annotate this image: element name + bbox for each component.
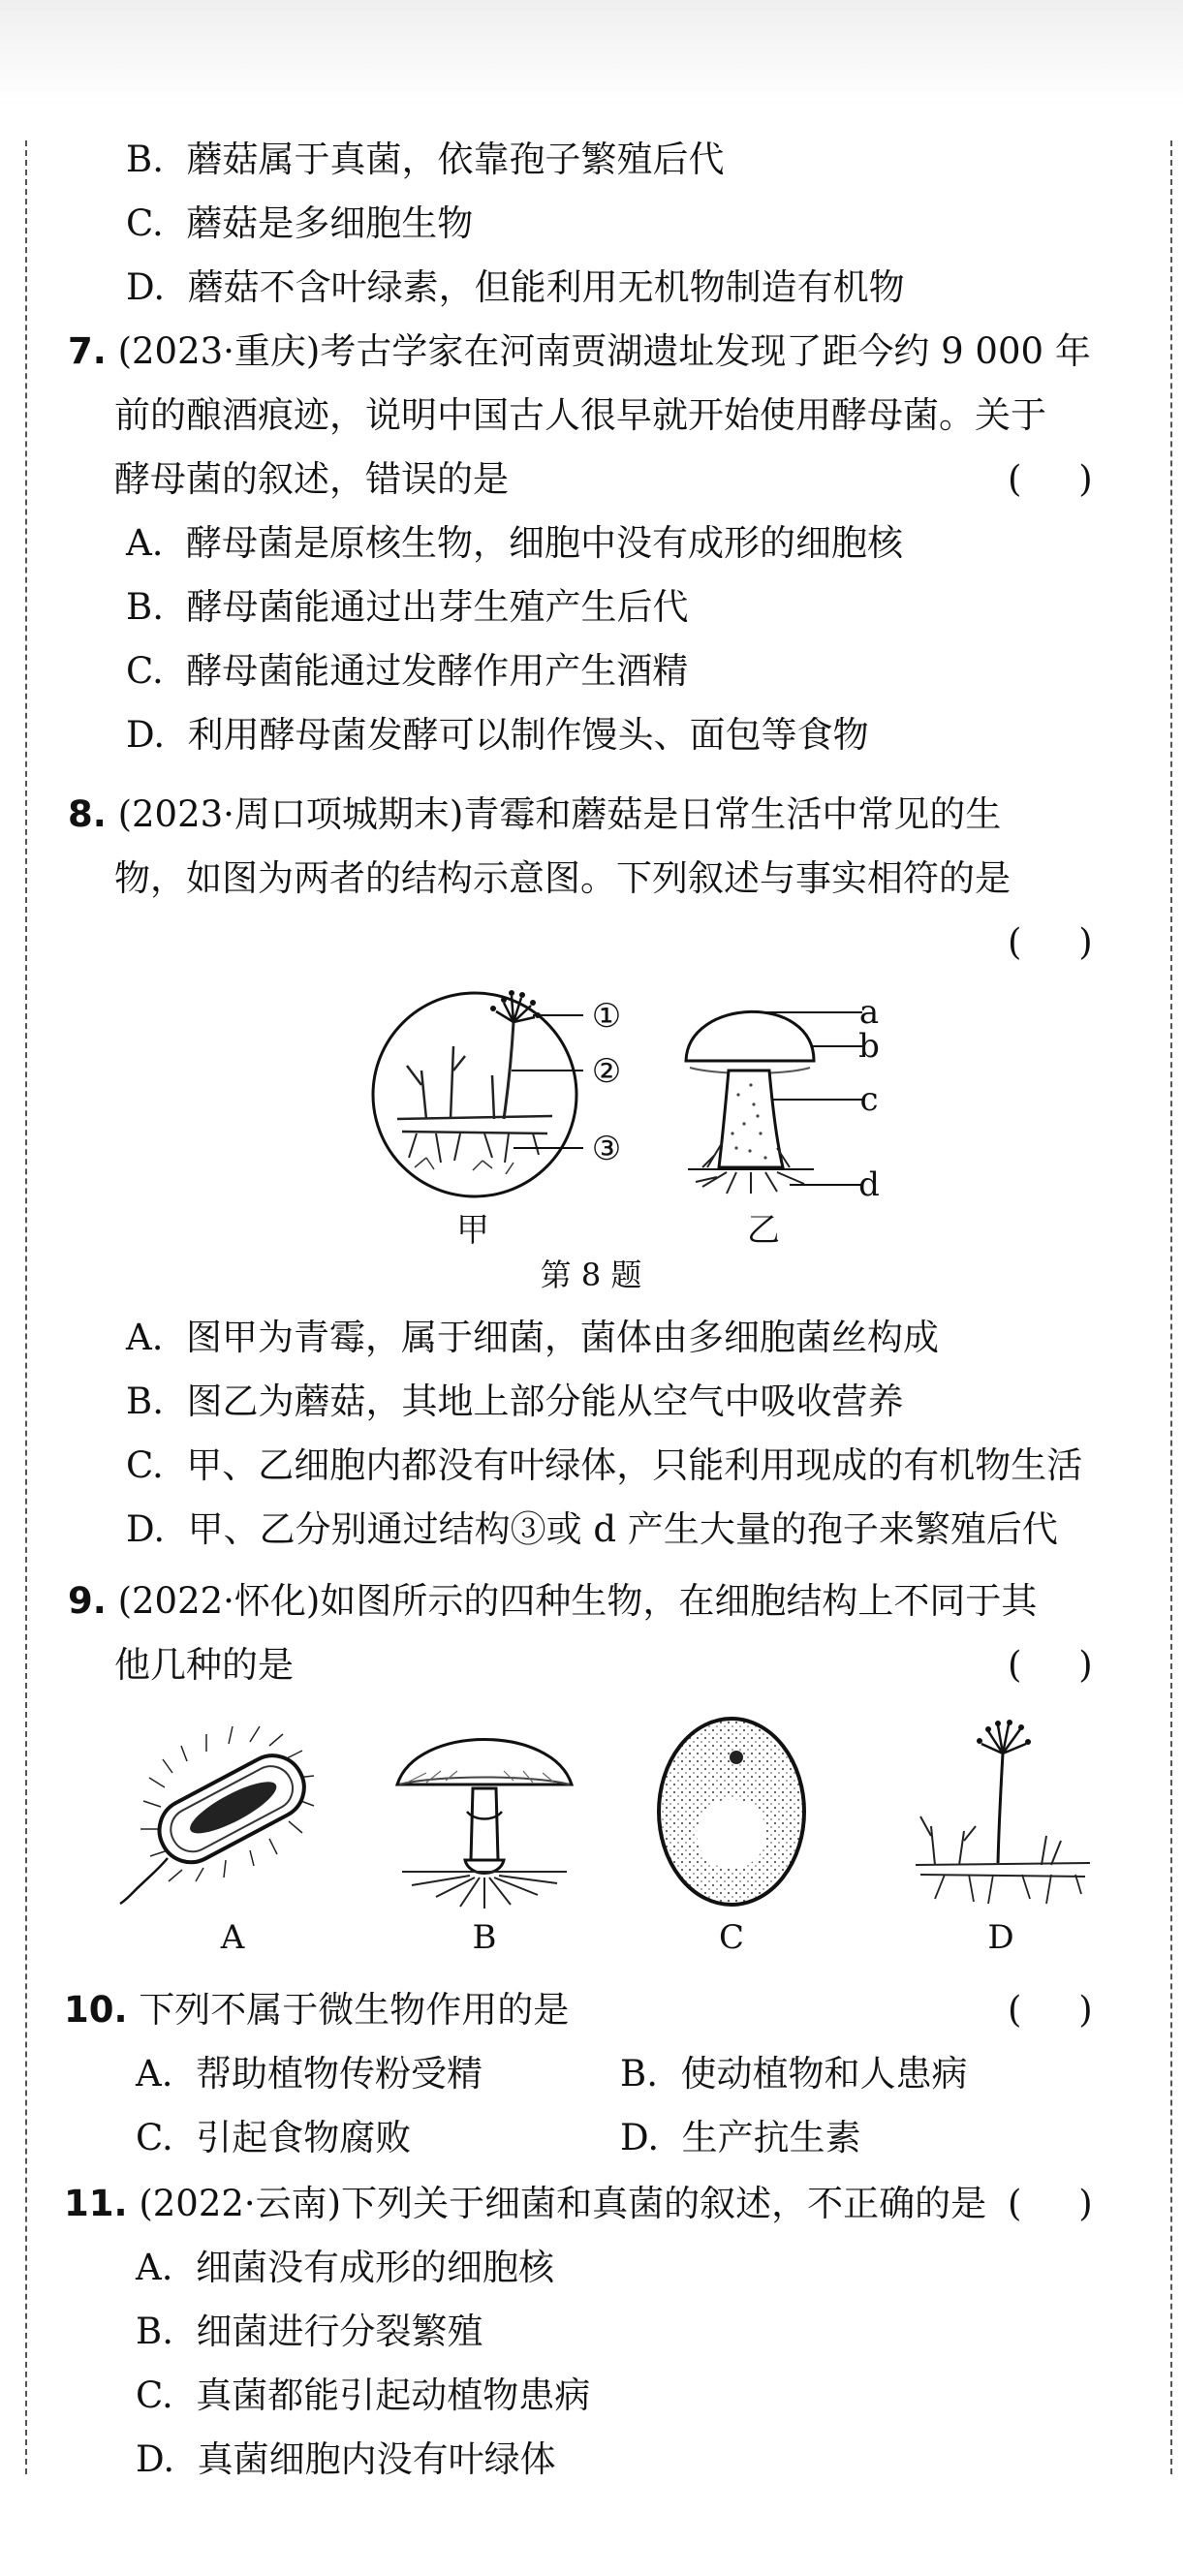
q9-label-d: D — [987, 1918, 1014, 1957]
q9-stem-line1: 9. (2022·怀化)如图所示的四种生物，在细胞结构上不同于其 — [68, 1580, 1038, 1622]
q6-option-d: D. 蘑菇不含叶绿素，但能利用无机物制造有机物 — [126, 266, 905, 308]
q9-answer-bracket: ( ) — [1008, 1644, 1093, 1686]
marker-d: d — [858, 1165, 880, 1204]
marker-1: ① — [591, 997, 622, 1036]
q7-option-b: B. 酵母菌能通过出芽生殖产生后代 — [126, 586, 689, 628]
q7-option-c: C. 酵母菌能通过发酵作用产生酒精 — [126, 650, 689, 692]
q10-stem: 10. 下列不属于微生物作用的是 — [64, 1989, 570, 2031]
q7-option-d: D. 利用酵母菌发酵可以制作馒头、面包等食物 — [126, 714, 869, 756]
q9-label-a: A — [220, 1918, 245, 1957]
q8-option-c: C. 甲、乙细胞内都没有叶绿体，只能利用现成的有机物生活 — [126, 1444, 1083, 1486]
marker-b: b — [858, 1027, 880, 1066]
q8-option-b: B. 图乙为蘑菇，其地上部分能从空气中吸收营养 — [126, 1381, 904, 1422]
q8-stem-line2: 物，如图为两者的结构示意图。下列叙述与事实相符的是 — [114, 857, 1011, 899]
q7-stem-line3: 酵母菌的叙述，错误的是 — [114, 458, 509, 500]
q8-answer-bracket: ( ) — [1008, 921, 1093, 963]
q9-label-c: C — [718, 1918, 744, 1957]
q7-stem-line1: 7. (2023·重庆)考古学家在河南贾湖遗址发现了距今约 9 000 年 — [68, 330, 1091, 372]
q10-option-b: B. 使动植物和人患病 — [620, 2053, 968, 2095]
q11-option-b: B. 细菌进行分裂繁殖 — [136, 2311, 483, 2352]
q10-option-c: C. 引起食物腐败 — [136, 2117, 412, 2158]
q9-figure-yeast — [649, 1713, 814, 1911]
q11-option-a: A. 细菌没有成形的细胞核 — [136, 2247, 555, 2288]
q10-answer-bracket: ( ) — [1008, 1989, 1093, 2031]
marker-2: ② — [591, 1052, 622, 1091]
marker-a: a — [858, 993, 880, 1032]
marker-c: c — [859, 1080, 879, 1119]
q7-stem-line2: 前的酿酒痕迹，说明中国古人很早就开始使用酵母菌。关于 — [114, 394, 1046, 436]
q10-option-d: D. 生产抗生素 — [620, 2117, 861, 2158]
q10-option-a: A. 帮助植物传粉受精 — [136, 2053, 483, 2095]
q7-answer-bracket: ( ) — [1008, 458, 1093, 500]
q9-figure-bacterium — [114, 1715, 337, 1909]
q6-option-c: C. 蘑菇是多细胞生物 — [126, 202, 474, 244]
q8-stem-line1: 8. (2023·周口项城期末)青霉和蘑菇是日常生活中常见的生 — [68, 793, 1002, 835]
q8-figure-label-jia: 甲 — [456, 1211, 489, 1250]
q11-answer-bracket: ( ) — [1008, 2183, 1093, 2224]
page-top-shade — [0, 0, 1183, 107]
left-dashed-margin — [25, 140, 27, 2474]
q9-label-b: B — [472, 1918, 497, 1957]
q7-option-a: A. 酵母菌是原核生物，细胞中没有成形的细胞核 — [126, 522, 904, 564]
q11-option-c: C. 真菌都能引起动植物患病 — [136, 2374, 591, 2416]
marker-3: ③ — [591, 1130, 622, 1168]
q9-figure-mushroom — [388, 1715, 581, 1918]
q6-option-b: B. 蘑菇属于真菌，依靠孢子繁殖后代 — [126, 139, 725, 180]
q8-option-a: A. 图甲为青霉，属于细菌，菌体由多细胞菌丝构成 — [126, 1317, 940, 1358]
q8-figure-caption: 第 8 题 — [540, 1257, 642, 1293]
q8-option-d: D. 甲、乙分别通过结构③或 d 产生大量的孢子来繁殖后代 — [126, 1508, 1058, 1550]
q11-stem: 11. (2022·云南)下列关于细菌和真菌的叙述，不正确的是 — [64, 2183, 987, 2224]
q11-option-d: D. 真菌细胞内没有叶绿体 — [136, 2438, 556, 2480]
q9-stem-line2: 他几种的是 — [114, 1644, 294, 1686]
q9-figure-penicillium — [906, 1720, 1100, 1913]
right-dashed-margin — [1170, 140, 1172, 2474]
q8-figure-label-yi: 乙 — [747, 1211, 780, 1250]
